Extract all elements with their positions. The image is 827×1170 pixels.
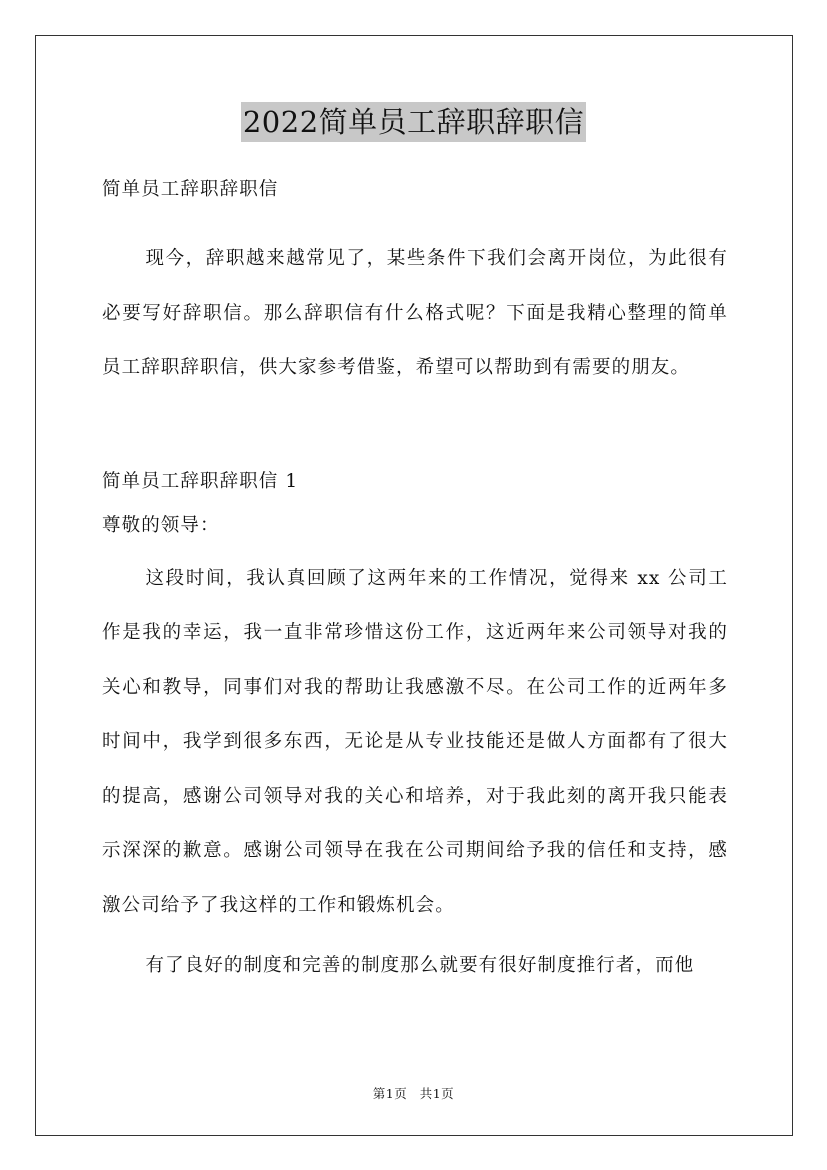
salutation: 尊敬的领导： (102, 514, 220, 536)
page-number: 第1页 (372, 1086, 408, 1101)
document-body (102, 172, 728, 994)
page-footer (0, 1084, 827, 1102)
intro-paragraph: 现今，辞职越来越常见了，某些条件下我们会离开岗位，为此很有必要写好辞职信。那么辞职信有什么格式呢？下面是我精心整理的简单员工辞职辞职信，供大家参考借鉴，希望可以帮助到有需要的朋友。 (102, 248, 728, 378)
body-paragraph-1: 这段时间，我认真回顾了这两年来的工作情况，觉得来 xx 公司工作是我的幸运，我一直非常珍惜这份工作，这近两年来公司领导对我的关心和教导，同事们对我的帮助让我感激不尽。在公司工作的近两年多时间中，我学到很多东西，无论是从专业技能还是做人方面都有了很大的提高，感谢公司领导对我的关心和培养，对于我此刻的离开我只能表示深深的歉意。感谢公司领导在我在公司期间给予我的信任和支持，感激公司给予了我这样的工作和锻炼机会。 (102, 567, 728, 916)
body-paragraph-2: 有了良好的制度和完善的制度那么就要有很好制度推行者，而他 (145, 955, 695, 976)
section-heading: 简单员工辞职辞职信 1 (102, 470, 299, 492)
subtitle: 简单员工辞职辞职信 (102, 179, 279, 200)
title-container (0, 102, 827, 142)
document-title: 2022简单员工辞职辞职信 (241, 102, 586, 142)
page-total: 共1页 (419, 1086, 455, 1101)
